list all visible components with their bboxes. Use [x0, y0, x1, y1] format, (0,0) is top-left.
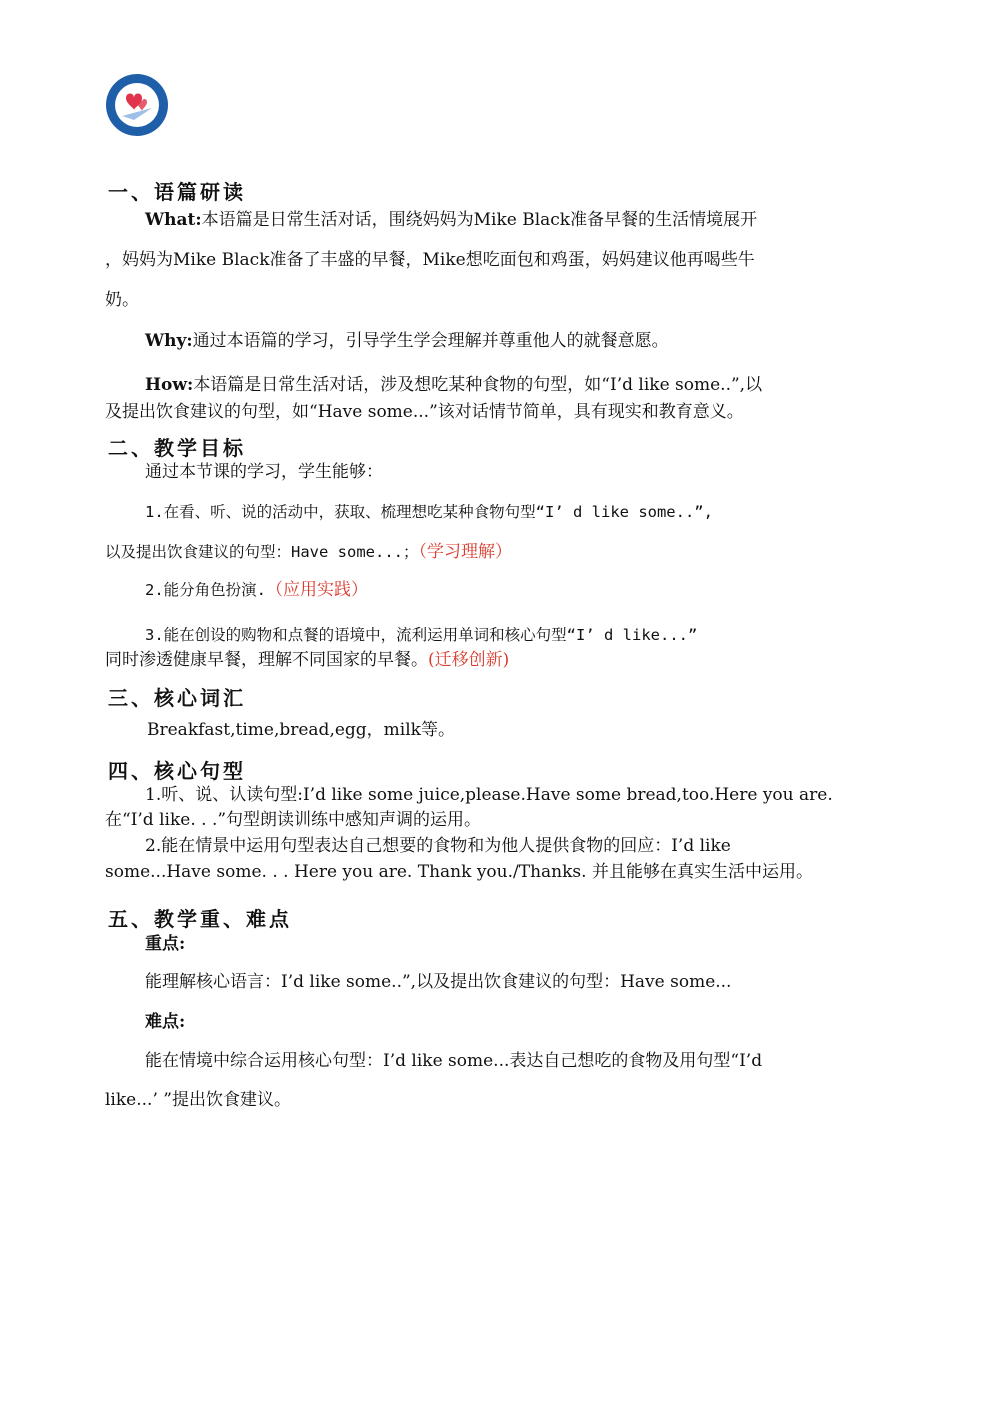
- section-heading-teaching-goals: 二、教学目标: [108, 436, 246, 460]
- sentence-point-1-line2: 在“I’d like. . .”句型朗读训练中感知声调的运用。: [105, 810, 482, 830]
- goal-1-line2: [105, 542, 512, 563]
- section-heading-text-study: 一、语篇研读: [108, 180, 246, 204]
- how-text-line2: 及提出饮食建议的句型，如“Have some...”该对话情节简单，具有现实和教育意义。: [105, 402, 744, 422]
- section-heading-key-difficult-points: 五、教学重、难点: [108, 907, 292, 931]
- why-label: Why:: [145, 331, 193, 351]
- why-text: 通过本语篇的学习，引导学生学会理解并尊重他人的就餐意愿。: [192, 331, 669, 351]
- what-text-line2: ，妈妈为Mike Black准备了丰盛的早餐，Mike想吃面包和鸡蛋，妈妈建议他再喝些牛: [105, 250, 755, 270]
- sentence-point-2-line1: 2.能在情景中运用句型表达自己想要的食物和为他人提供食物的回应：I’d like: [145, 836, 731, 856]
- how-paragraph: [145, 375, 762, 396]
- goal-1-tag: （学习理解）: [418, 542, 512, 562]
- key-point-label: 重点:: [145, 934, 186, 954]
- what-label: What:: [145, 210, 202, 230]
- goal-2: [145, 580, 368, 601]
- goal-2-tag: （应用实践）: [266, 580, 368, 600]
- school-logo-icon: [104, 72, 170, 138]
- what-text-line3: 奶。: [105, 290, 139, 310]
- difficult-point-label: 难点:: [145, 1012, 186, 1032]
- section-heading-core-vocabulary: 三、核心词汇: [108, 686, 246, 710]
- sentence-point-1-line1: 1.听、说、认读句型:I’d like some juice,please.Have some bread,too.Here you are.: [145, 785, 833, 805]
- goal-1-text: 以及提出饮食建议的句型：Have some...；: [105, 543, 419, 561]
- what-text-line1: 本语篇是日常生活对话，围绕妈妈为Mike Black准备早餐的生活情境展开: [201, 210, 758, 230]
- goal-1-line1: 1.在看、听、说的活动中，获取、梳理想吃某种食物句型“I’ d like some..”,: [145, 503, 713, 521]
- key-point-text: 能理解核心语言：I’d like some..”,以及提出饮食建议的句型：Have some...: [145, 972, 732, 992]
- goal-3-line2: [105, 650, 509, 671]
- section-heading-core-sentences: 四、核心句型: [108, 759, 246, 783]
- goal-3-line1: 3.能在创设的购物和点餐的语境中，流利运用单词和核心句型“I’ d like...”: [145, 626, 698, 644]
- core-words: Breakfast,time,bread,egg，milk等。: [147, 720, 455, 740]
- goals-intro: 通过本节课的学习，学生能够：: [145, 462, 383, 482]
- how-label: How:: [145, 375, 194, 395]
- goal-3-text: 同时渗透健康早餐，理解不同国家的早餐。: [105, 650, 428, 670]
- difficult-point-line2: like...’ ”提出饮食建议。: [105, 1090, 291, 1110]
- how-text-line1: 本语篇是日常生活对话，涉及想吃某种食物的句型，如“I’d like some..”,以: [193, 375, 763, 395]
- goal-3-tag: (迁移创新): [428, 650, 510, 670]
- difficult-point-line1: 能在情境中综合运用核心句型：I’d like some...表达自己想吃的食物及用句型“I’d: [145, 1051, 763, 1071]
- why-paragraph: [145, 331, 669, 352]
- sentence-point-2-line2: some...Have some. . . Here you are. Thank you./Thanks. 并且能够在真实生活中运用。: [105, 862, 813, 882]
- goal-2-text: 2.能分角色扮演.: [145, 581, 266, 599]
- what-paragraph: [145, 210, 757, 231]
